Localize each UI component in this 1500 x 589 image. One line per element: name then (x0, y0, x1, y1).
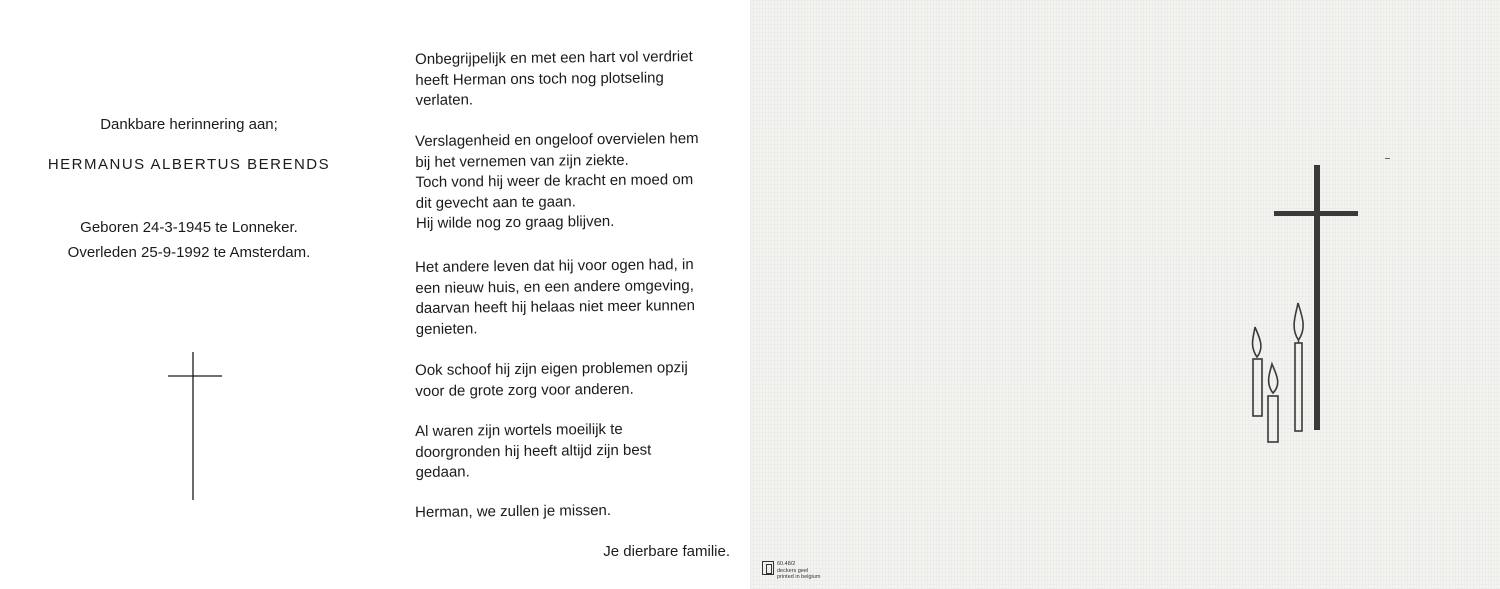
flame-tall (1294, 303, 1303, 340)
remembrance-intro: Dankbare herinnering aan; (100, 116, 278, 133)
printer-text (777, 561, 820, 581)
cross-icon (168, 352, 224, 502)
poem-stanza (415, 358, 745, 402)
birth-line: Geboren 24-3-1945 te Lonneker. (80, 219, 298, 236)
cross-with-candles-icon (1240, 150, 1370, 450)
flame-front (1269, 364, 1278, 393)
poem-stanza (415, 419, 746, 484)
printer-line: deckers geel (777, 567, 809, 574)
poem-stanza (415, 255, 746, 340)
printer-logo-icon (762, 561, 774, 575)
candle-left (1253, 359, 1262, 416)
poem-stanza (415, 129, 746, 235)
poem-stanza (415, 500, 745, 524)
cross-vertical-beam (1314, 165, 1320, 430)
flame-left (1253, 327, 1261, 357)
card-cover-panel (750, 0, 1500, 589)
poem-stanza-text: Verslagenheid en ongeloof overvielen hem bij het vernemen van zijn ziekte. Toch vond hij weer de kracht en moed om dit gevecht aan te gaan. Hij wilde nog zo graag blijven. (415, 130, 699, 232)
candle-tall (1295, 343, 1302, 431)
deceased-name: HERMANUS ALBERTUS BERENDS (47, 156, 331, 173)
printer-line: printed in belgium (777, 574, 821, 580)
family-signature: Je dierbare familie. (603, 543, 730, 560)
poem-stanza-text: Ook schoof hij zijn eigen problemen opzij voor de grote zorg voor anderen. (415, 359, 688, 400)
poem-stanza (415, 47, 746, 112)
paper-speck (1385, 158, 1390, 159)
poem-stanza-text: Herman, we zullen je missen. (415, 501, 612, 521)
candle-front (1268, 396, 1278, 442)
poem-stanza-text: Al waren zijn wortels moeilijk te doorgronden hij heeft altijd zijn best gedaan. (415, 420, 652, 481)
printer-mark (762, 561, 820, 581)
death-line: Overleden 25-9-1992 te Amsterdam. (67, 244, 311, 261)
poem-stanza-text: Onbegrijpelijk en met een hart vol verdriet heeft Herman ons toch nog plotseling verlaten. (415, 48, 693, 109)
cross-horizontal-beam (1274, 211, 1358, 216)
printer-code: 60.48/2 (777, 561, 796, 567)
poem-stanza-text: Het andere leven dat hij voor ogen had, in een nieuw huis, en een andere omgeving, daarvan heeft hij helaas niet meer kunnen genieten. (415, 256, 695, 338)
